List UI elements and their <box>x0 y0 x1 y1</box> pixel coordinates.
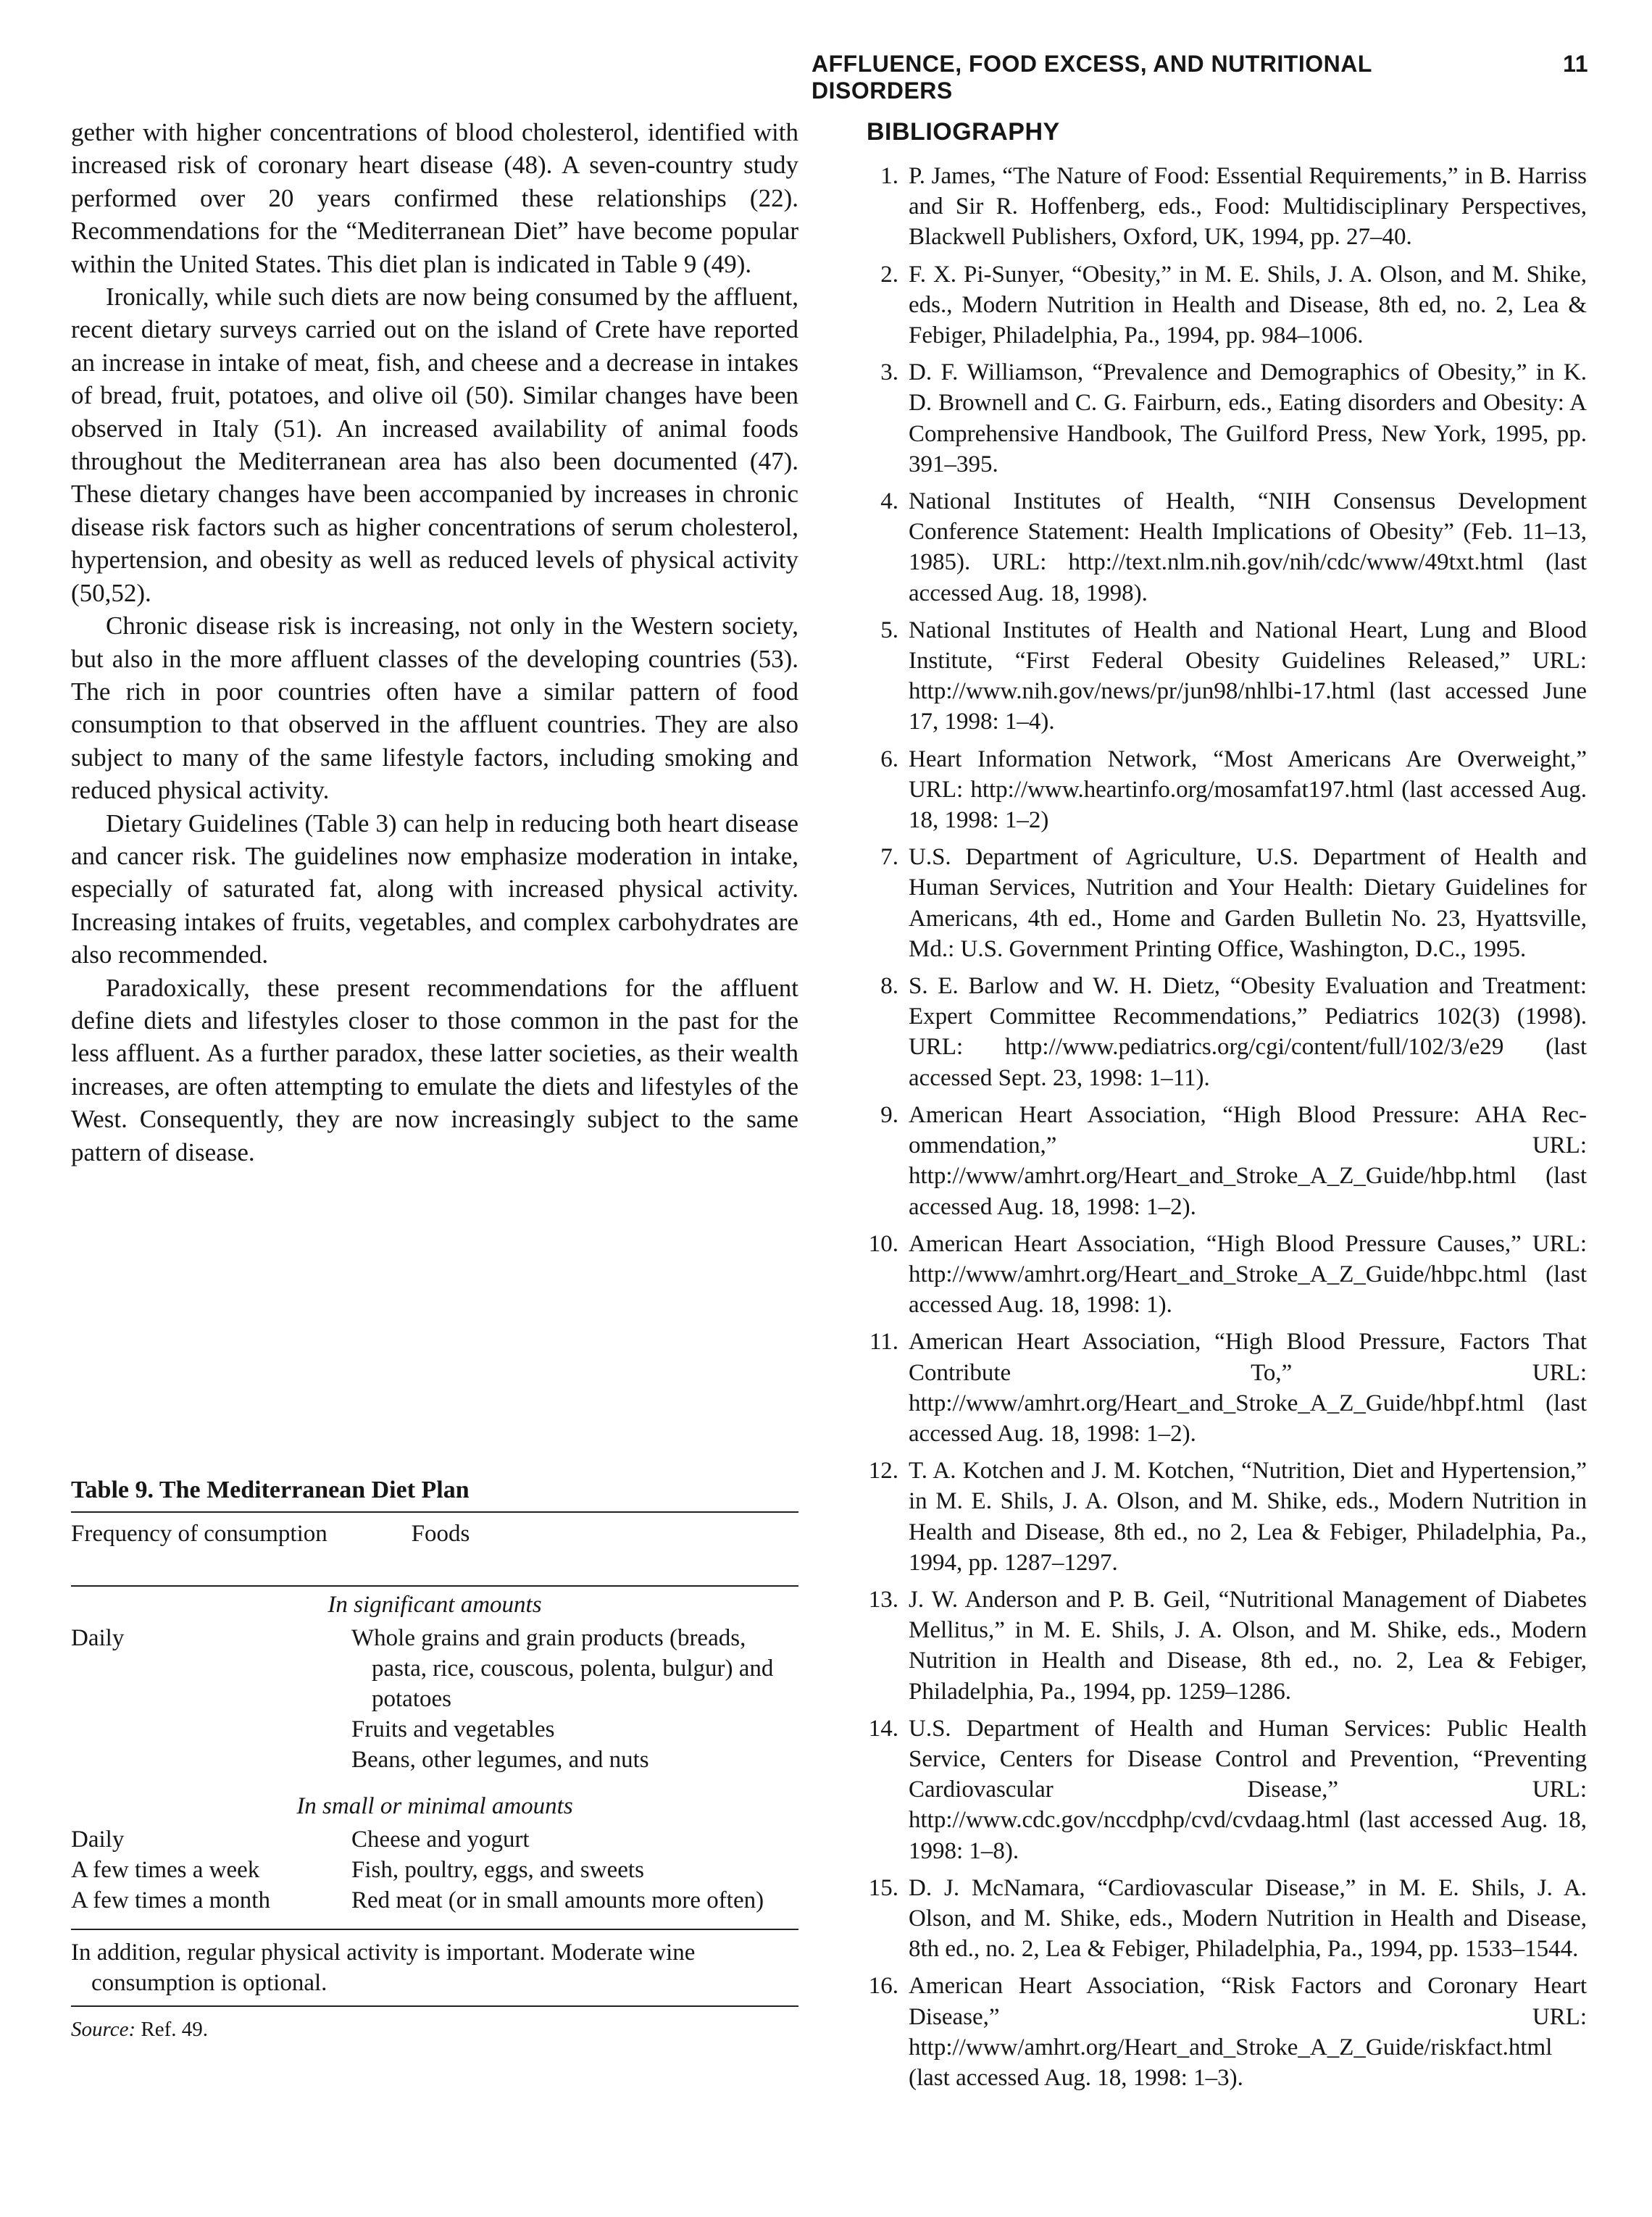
foods-cell <box>351 1885 798 1916</box>
frequency-cell: Daily <box>71 1625 125 1651</box>
frequency-cell: A few times a week <box>71 1857 260 1883</box>
reference-number: 16. <box>868 1973 898 2000</box>
reference-number: 8. <box>880 973 898 1000</box>
table-row <box>71 1885 798 1916</box>
foods-cell <box>351 1824 798 1855</box>
reference-text: American Heart Association, “High Blood Pressure Causes,” URL: http://www/amhrt.org/Heart_and_Stroke_A_Z_Guide/hbpc.html (last accessed Aug. 18, 1998: 1). <box>909 1230 1587 1319</box>
table-note: In addition, regular physical activity is important. Moderate wine consumption is optional. <box>71 1940 696 1996</box>
source-label: Source: <box>71 2018 136 2041</box>
reference-number: 5. <box>880 617 898 643</box>
food-item: Fruits and vegetables <box>351 1716 555 1742</box>
left-column <box>71 116 798 1169</box>
reference-text: D. J. McNamara, “Cardiovascular Disease,” in M. E. Shils, J. A. Olson, and M. Shike, eds., Modern Nutrition in Health and Disease, 8th ed., no. 2, Lea & Febiger, Philadelphia, Pa., 1994, pp. 1533–1544. <box>909 1874 1587 1963</box>
reference-text: F. X. Pi-Sunyer, “Obesity,” in M. E. Shils, J. A. Olson, and M. Shike, eds., Modern Nutrition in Health and Disease, 8th ed, no. 2, Lea & Febiger, Philadelphia, Pa., 1994, pp. 984–1006. <box>909 261 1587 349</box>
reference-item <box>867 615 1587 738</box>
reference-item <box>867 486 1587 609</box>
reference-item <box>867 971 1587 1093</box>
food-item: Cheese and yogurt <box>351 1826 530 1853</box>
reference-number: 2. <box>880 261 898 288</box>
column-header-frequency: Frequency of consumption <box>71 1521 328 1547</box>
frequency-cell: A few times a month <box>71 1887 270 1913</box>
reference-text: National Institutes of Health and National Heart, Lung and Blood Institute, “First Federal Obesity Guidelines Released,” URL: http://www.nih.gov/news/pr/jun98/nhlbi-17.html (last accessed June 17, 1998: 1–4). <box>909 617 1587 735</box>
table-source <box>71 2014 798 2045</box>
reference-number: 11. <box>869 1329 898 1356</box>
food-item: Red meat (or in small amounts more often) <box>351 1887 764 1913</box>
reference-item <box>867 1585 1587 1707</box>
reference-number: 3. <box>880 359 898 386</box>
table-header-rule <box>71 1585 798 1587</box>
table-row <box>71 1623 798 1775</box>
reference-text: American Heart Association, “High Blood Pressure: AHA Recommendation,” URL: http://www/amhrt.org/Heart_and_Stroke_A_Z_Guide/hbp.html (last accessed Aug. 18, 1998: 1–2). <box>909 1101 1587 1220</box>
reference-item <box>867 1456 1587 1578</box>
body-paragraph: gether with higher concentrations of blood cholesterol, identified with increased risk of coronary heart disease (48). A seven-country study performed over 20 years confirmed these relationships (22). Recommendations for the “Mediterranean Diet” have become popular within the United States. This diet plan is indicated in Table 9 (49). <box>71 118 798 278</box>
table-9 <box>71 1475 798 2045</box>
reference-number: 1. <box>880 163 898 189</box>
reference-item <box>867 357 1587 480</box>
reference-text: T. A. Kotchen and J. M. Kotchen, “Nutrition, Diet and Hypertension,” in M. E. Shils, J. A. Olson, and M. Shike, eds., Modern Nutrition in Health and Disease, 8th ed., no 2, Lea & Febiger, Philadelphia, Pa., 1994, pp. 1287–1297. <box>909 1458 1587 1576</box>
body-paragraph: Chronic disease risk is increasing, not only in the Western society, but also in the more affluent classes of the developing countries (53). The rich in poor countries often have a similar pattern of food consumption to that observed in the affluent countries. They are also subject to many of the same lifestyle factors, including smoking and reduced physical activity. <box>71 611 798 805</box>
reference-item <box>867 259 1587 351</box>
foods-cell <box>351 1623 798 1775</box>
reference-text: U.S. Department of Agriculture, U.S. Department of Health and Human Services, Nutrition and Your Health: Dietary Guidelines for Americans, 4th ed., Home and Garden Bulletin No. 23, Hyattsville, Md.: U.S. Government Printing Office, Washington, D.C., 1995. <box>909 844 1587 962</box>
bibliography-heading: BIBLIOGRAPHY <box>867 118 1060 146</box>
reference-text: Heart Information Network, “Most Americans Are Overweight,” URL: http://www.heartinfo.org/mosamfat197.html (last accessed Aug. 18, 1998: 1–2) <box>909 746 1587 834</box>
right-column <box>867 116 1587 2100</box>
frequency-cell: Daily <box>71 1826 125 1853</box>
reference-number: 14. <box>868 1715 898 1742</box>
reference-text: American Heart Association, “Risk Factors and Coronary Heart Disease,” URL: http://www/amhrt.org/Heart_and_Stroke_A_Z_Guide/riskfact.html (last accessed Aug. 18, 1998: 1–3). <box>909 1973 1587 2091</box>
reference-text: S. E. Barlow and W. H. Dietz, “Obesity Evaluation and Treatment: Expert Committee Recommendations,” Pediatrics 102(3) (1998). URL: http://www.pediatrics.org/cgi/content/full/102/3/e29 (last accessed Sept. 23, 1998: 1–11). <box>909 973 1587 1091</box>
reference-item <box>867 161 1587 253</box>
reference-item <box>867 1100 1587 1222</box>
reference-number: 10. <box>868 1230 898 1257</box>
reference-item <box>867 744 1587 836</box>
body-paragraph: Dietary Guidelines (Table 3) can help in reducing both heart disease and cancer risk. The guidelines now emphasize moderation in intake, especially of saturated fat, along with increased physical activity. Increasing intakes of fruits, vegetables, and complex carbohydrates are also recommended. <box>71 809 798 969</box>
reference-text: U.S. Department of Health and Human Services: Public Health Service, Centers for Disease Control and Prevention, “Preventing Cardiovascular Disease,” URL: http://www.cdc.gov/nccdphp/cvd/cvdaag.html (last accessed Aug. 18, 1998: 1–8). <box>909 1715 1587 1864</box>
table-section-heading: In significant amounts <box>328 1592 542 1618</box>
reference-number: 13. <box>868 1586 898 1613</box>
reference-number: 12. <box>868 1458 898 1485</box>
reference-number: 7. <box>880 844 898 871</box>
food-item: Whole grains and grain products (breads, pasta, rice, couscous, polenta, bulgur) and potatoes <box>351 1625 774 1712</box>
reference-item <box>867 842 1587 964</box>
body-paragraph: Ironically, while such diets are now being consumed by the affluent, recent dietary surveys carried out on the island of Crete have reported an increase in intake of meat, fish, and cheese and a decrease in intakes of bread, fruit, potatoes, and olive oil (50). Similar changes have been observed in Italy (51). An increased availability of animal foods throughout the Mediterranean area has also been documented (47). These dietary changes have been accompanied by increases in chronic disease risk factors such as higher concentrations of serum cholesterol, hypertension, and obesity as well as reduced levels of physical activity (50,52). <box>71 283 798 607</box>
table-row <box>71 1855 798 1885</box>
foods-cell <box>351 1855 798 1885</box>
reference-text: National Institutes of Health, “NIH Consensus Development Conference Statement: Health Implications of Obesity” (Feb. 11–13, 1985). URL: http://text.nlm.nih.gov/nih/cdc/www/49txt.html (last accessed Aug. 18, 1998). <box>909 488 1587 606</box>
reference-text: American Heart Association, “High Blood Pressure, Factors That Contribute To,” URL: http://www/amhrt.org/Heart_and_Stroke_A_Z_Guide/hbpf.html (last accessed Aug. 18, 1998: 1–2). <box>909 1329 1587 1447</box>
table-body-rule <box>71 1929 798 1930</box>
body-paragraph: Paradoxically, these present recommendations for the affluent define diets and lifestyles closer to those common in the past for the less affluent. As a further paradox, these latter societies, as their wealth increases, are often attempting to emulate the diets and lifestyles of the West. Consequently, they are now increasingly subject to the same pattern of disease. <box>71 973 798 1166</box>
reference-item <box>867 1229 1587 1321</box>
food-item: Fish, poultry, eggs, and sweets <box>351 1857 644 1883</box>
table-section-heading: In small or minimal amounts <box>296 1793 573 1819</box>
reference-item <box>867 1713 1587 1866</box>
reference-text: P. James, “The Nature of Food: Essential Requirements,” in B. Harriss and Sir R. Hoffenberg, eds., Food: Multidisciplinary Perspectives, Blackwell Publishers, Oxford, UK, 1994, pp. 27–40. <box>909 163 1587 251</box>
reference-list <box>867 161 1587 2093</box>
food-item: Beans, other legumes, and nuts <box>351 1747 649 1773</box>
table-bottom-rule <box>71 2005 798 2007</box>
running-title: AFFLUENCE, FOOD EXCESS, AND NUTRITIONAL DISORDERS <box>812 51 1372 104</box>
table-header <box>71 1513 798 1585</box>
reference-number: 9. <box>880 1101 898 1128</box>
page-number: 11 <box>1563 51 1588 77</box>
reference-item <box>867 1873 1587 1965</box>
column-header-foods: Foods <box>411 1521 470 1547</box>
reference-number: 4. <box>880 488 898 515</box>
reference-text: D. F. Williamson, “Prevalence and Demographics of Obesity,” in K. D. Brownell and C. G. Fairburn, eds., Eating disorders and Obesity: A Comprehensive Handbook, The Guilford Press, New York, 1995, pp. 391–395. <box>909 359 1587 477</box>
reference-number: 6. <box>880 746 898 772</box>
table-row <box>71 1824 798 1855</box>
source-text: Ref. 49. <box>135 2018 208 2041</box>
running-header <box>812 51 1588 104</box>
reference-text: J. W. Anderson and P. B. Geil, “Nutritional Management of Diabetes Mellitus,” in M. E. Shils, J. A. Olson, and M. Shike, eds., Modern Nutrition in Health and Disease, 8th ed., no. 2, Lea & Febiger, Philadelphia, Pa., 1994, pp. 1259–1286. <box>909 1586 1587 1705</box>
table-caption: Table 9. The Mediterranean Diet Plan <box>71 1477 470 1503</box>
reference-item <box>867 1327 1587 1449</box>
reference-item <box>867 1971 1587 2093</box>
reference-number: 15. <box>868 1874 898 1901</box>
